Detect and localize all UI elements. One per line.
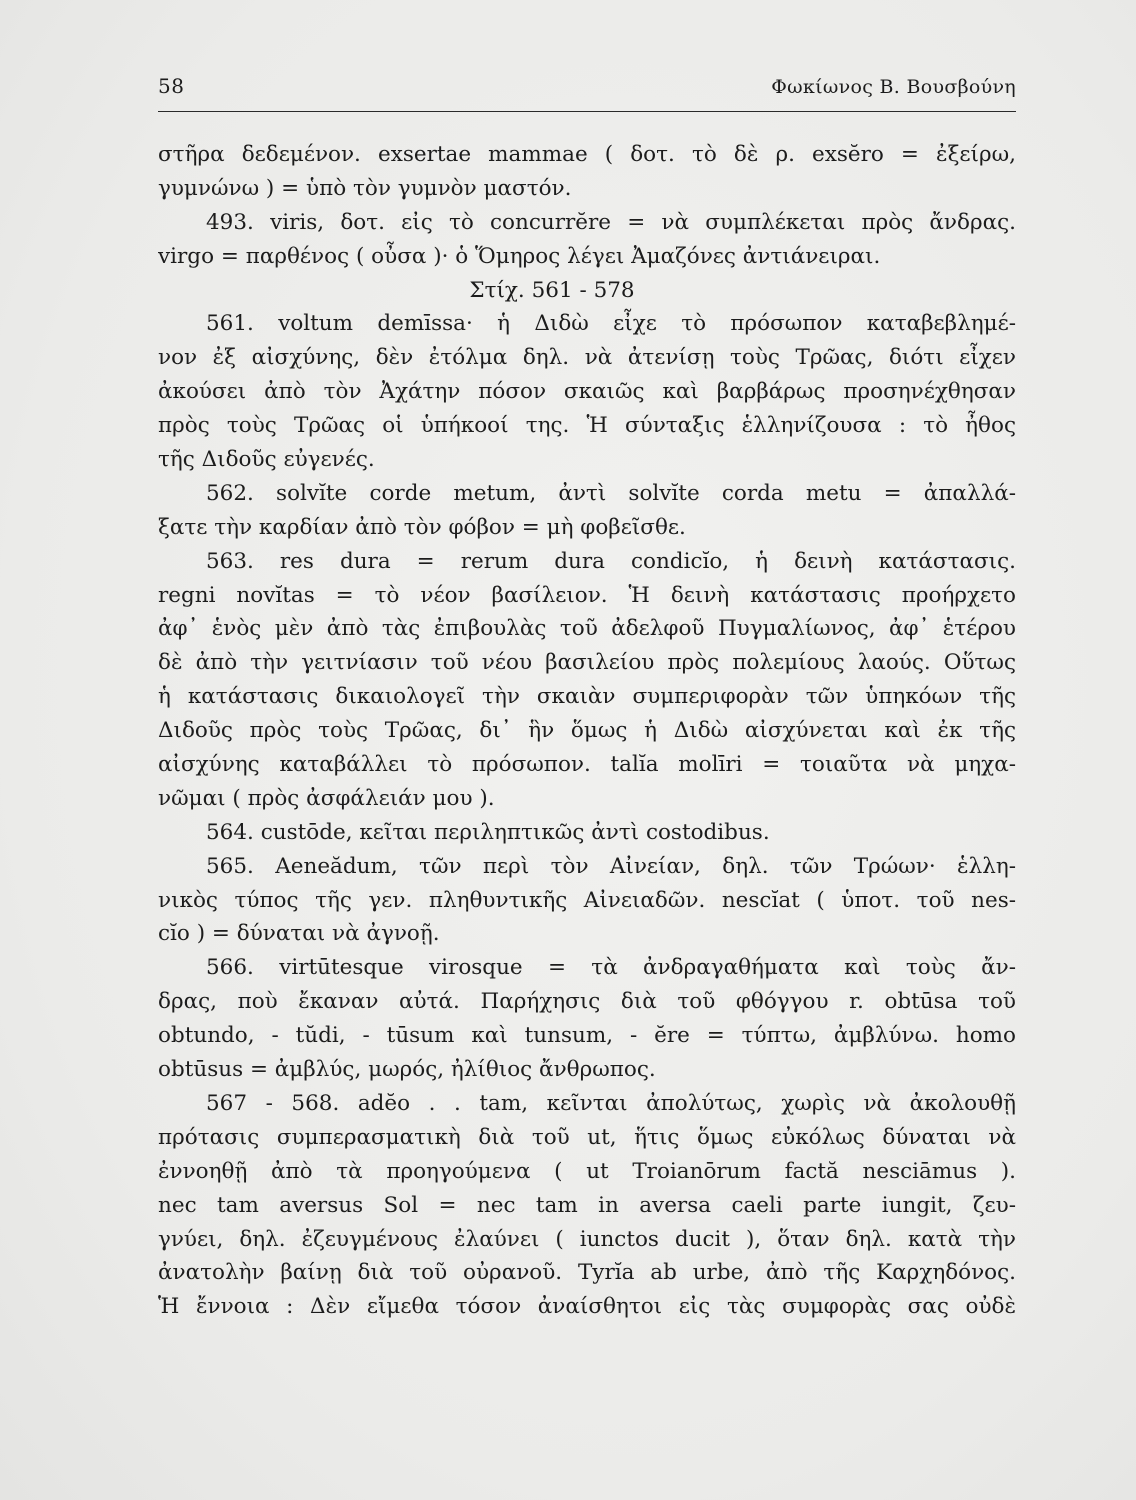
text-line: ξατε τὴν καρδίαν ἀπὸ τὸν φόβον = μὴ φοβεῖσθε.	[158, 514, 686, 540]
text-line: πρότασις συμπερασματικὴ διὰ τοῦ ut, ἥτις ὅμως εὐκόλως δύναται νὰ	[158, 1124, 1016, 1150]
text-line: τῆς Διδοῦς εὐγενές.	[158, 447, 375, 473]
text-line: 561. voltum demīssa· ἡ Διδὼ εἶχε τὸ πρόσωπον καταβεβλημέ-	[206, 311, 1016, 337]
text-line: αἰσχύνης καταβάλλει τὸ πρόσωπον. talĭa molīri = τοιαῦτα νὰ μηχα-	[158, 752, 1016, 778]
header-rule	[158, 111, 1016, 112]
text-line: Διδοῦς πρὸς τοὺς Τρῶας, δι᾽ ἣν ὅμως ἡ Διδὼ αἰσχύνεται καὶ ἐκ τῆς	[158, 718, 1016, 744]
text-line: cĭo ) = δύναται νὰ ἀγνοῇ.	[158, 921, 440, 947]
text-line: νικὸς τύπος τῆς γεν. πληθυντικῆς Αἰνειαδῶν. nescĭat ( ὑποτ. τοῦ nes-	[158, 887, 1016, 913]
text-line: ἀκούσει ἀπὸ τὸν Ἀχάτην πόσον σκαιῶς καὶ βαρβάρως προσηνέχθησαν	[158, 379, 1016, 405]
text-line: Ἡ ἔννοια : Δὲν εἴμεθα τόσον ἀναίσθητοι εἰς τὰς συμφορὰς σας οὐδὲ	[158, 1294, 1016, 1320]
text-line: obtundo, - tŭdi, - tūsum καὶ tunsum, - ĕre = τύπτω, ἀμβλύνω. homo	[158, 1023, 1016, 1049]
text-line: nec tam aversus Sol = nec tam in aversa caeli parte iungit, ζευ-	[158, 1192, 1016, 1218]
text-line: 567 - 568. adĕo . . tam, κεῖνται ἀπολύτως, χωρὶς νὰ ἀκολουθῇ	[206, 1090, 1016, 1116]
text-line: πρὸς τοὺς Τρῶας οἱ ὑπήκοοί της. Ἡ σύνταξις ἑλληνίζουσα : τὸ ἦθος	[158, 413, 1016, 439]
text-line: virgo = παρθένος ( οὖσα )· ὁ Ὅμηρος λέγει Ἀμαζόνες ἀντιάνειραι.	[158, 243, 881, 269]
text-line: ἀφ᾽ ἑνὸς μὲν ἀπὸ τὰς ἐπιβουλὰς τοῦ ἀδελφοῦ Πυγμαλίωνος, ἀφ᾽ ἑτέρου	[158, 616, 1016, 642]
text-line: ἡ κατάστασις δικαιολογεῖ τὴν σκαιὰν συμπεριφορὰν τῶν ὑπηκόων τῆς	[158, 684, 1016, 710]
text-line: νῶμαι ( πρὸς ἀσφάλειάν μου ).	[158, 785, 495, 811]
running-head: Φωκίωνος Β. Βουσβούνη	[771, 76, 1016, 98]
text-line: 562. solvĭte corde metum, ἀντὶ solvĭte corda metu = ἀπαλλά-	[206, 480, 1016, 506]
text-line: γνύει, δηλ. ἐζευγμένους ἐλαύνει ( iunctos ducit ), ὅταν δηλ. κατὰ τὴν	[158, 1226, 1016, 1252]
text-line: δρας, ποὺ ἔκαναν αὐτά. Παρήχησις διὰ τοῦ φθόγγου r. obtūsa τοῦ	[158, 989, 1016, 1015]
text-line: 563. res dura = rerum dura condicĭo, ἡ δεινὴ κατάστασις.	[206, 548, 1016, 574]
text-line: obtūsus = ἀμβλύς, μωρός, ἠλίθιος ἄνθρωπος.	[158, 1057, 656, 1083]
text-line: δὲ ἀπὸ τὴν γειτνίασιν τοῦ νέου βασιλείου πρὸς πολεμίους λαούς. Οὕτως	[158, 650, 1016, 676]
text-line: 564. custōde, κεῖται περιληπτικῶς ἀντὶ costodibus.	[206, 819, 770, 845]
section-heading: Στίχ. 561 - 578	[469, 277, 635, 303]
page-header	[158, 74, 1016, 104]
text-line: ἐννοηθῇ ἀπὸ τὰ προηγούμενα ( ut Troianōrum factă nesciāmus ).	[158, 1158, 1016, 1184]
text-line: ἀνατολὴν βαίνῃ διὰ τοῦ οὐρανοῦ. Tyrĭa ab urbe, ἀπὸ τῆς Καρχηδόνος.	[158, 1260, 1016, 1286]
page-number: 58	[158, 74, 185, 98]
text-line: στῆρα δεδεμένον. exsertae mammae ( δοτ. τὸ δὲ ρ. exsĕro = ἐξείρω,	[158, 142, 1016, 167]
text-line: 565. Aeneădum, τῶν περὶ τὸν Αἰνείαν, δηλ. τῶν Τρώων· ἑλλη-	[206, 853, 1016, 879]
text-line: 566. virtūtesque virosque = τὰ ἀνδραγαθήματα καὶ τοὺς ἄν-	[206, 955, 1016, 981]
body-text	[158, 138, 1016, 1324]
text-line: νον ἐξ αἰσχύνης, δὲν ἐτόλμα δηλ. νὰ ἀτενίσῃ τοὺς Τρῶας, διότι εἶχεν	[158, 345, 1016, 371]
text-line: γυμνώνω ) = ὑπὸ τὸν γυμνὸν μαστόν.	[158, 175, 572, 201]
text-line: regni novĭtas = τὸ νέον βασίλειον. Ἡ δεινὴ κατάστασις προήρχετο	[158, 582, 1016, 608]
text-line: 493. viris, δοτ. εἰς τὸ concurrĕre = νὰ συμπλέκεται πρὸς ἄνδρας.	[206, 209, 1016, 235]
